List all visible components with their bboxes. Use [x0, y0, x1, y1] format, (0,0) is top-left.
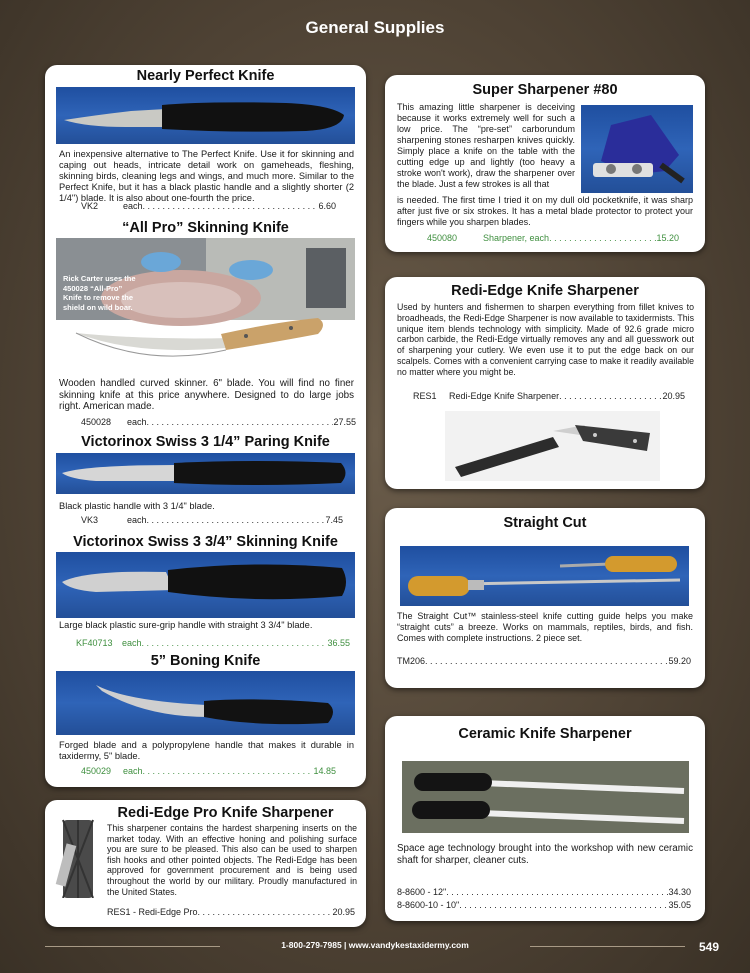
- price: 7.45: [325, 515, 343, 525]
- all-pro-desc: Wooden handled curved skinner. 6" blade. You will find no finer skinning knife at this price anywhere. Designed to do large jobs right. American made.: [59, 378, 354, 412]
- pro-sharpener-card: [45, 800, 366, 927]
- nearly-perfect-image: [56, 87, 355, 144]
- straight-cut-desc: The Straight Cut™ stainless-steel knife cutting guide helps you make “straight cuts” a breeze. Works on mammals, reptiles, birds, and fish. Comes with complete instructions. 2 piece set.: [397, 611, 693, 643]
- redi-edge-desc: Used by hunters and fishermen to sharpen everything from fillet knives to broadheads, the Redi-Edge Sharpener is now available to taxidermists. This unique item blends technology with simplicity. Made of 92.6 grade micro carbon carbide, the Redi-Edge virtually removes any and all guesswork out of sharpening your cutlery. We even use it to put the edge back on our scalpels. Comes with a convenient carrying case to make it readily available no matter where you might be.: [397, 302, 694, 377]
- sku: 8-8600 - 12": [397, 887, 447, 897]
- paring-image: [56, 453, 355, 494]
- all-pro-title: “All Pro” Skinning Knife: [122, 220, 289, 236]
- nearly-perfect-desc: An inexpensive alternative to The Perfect Knife. Use it for skinning and caping out heads, intricate detail work on gameheads, fleshing, skinning birds, cleaning legs and wings, and much more. Similar to the Perfect Knife, but it has a black plastic handle and a slightly shorter (2 1/4") blade. It is also about one-fourth the price.: [59, 149, 354, 203]
- price: 15.20: [656, 233, 679, 243]
- price: 20.95: [662, 391, 685, 401]
- price: 36.55: [327, 638, 350, 648]
- paring-desc: Black plastic handle with 3 1/4" blade.: [59, 501, 215, 511]
- straight-cut-image: [400, 546, 689, 606]
- skinning-title: Victorinox Swiss 3 3/4” Skinning Knife: [73, 534, 338, 550]
- price: 59.20: [668, 656, 691, 666]
- straight-cut-title: Straight Cut: [503, 515, 587, 531]
- skinning-price-line: [76, 638, 350, 648]
- footer-contact: 1-800-279-7985 | www.vandykestaxidermy.com: [281, 940, 469, 950]
- super-sharpener-card: [385, 75, 705, 252]
- dot-leader: [446, 887, 668, 897]
- pro-sharpener-price-line: [107, 907, 355, 917]
- ceramic-card: [385, 716, 705, 921]
- page-title: General Supplies: [305, 18, 445, 37]
- sku: RES1: [413, 391, 437, 401]
- boning-image: [56, 671, 355, 735]
- paring-price-line: [81, 515, 343, 525]
- straight-cut-card: [385, 508, 705, 688]
- super-sharpener-desc-wide: is needed. The first time I tried it on my dull old pocketknife, it was sharp after just five or six strokes. It has a metal blade protector to protect your fingers while you sharpen blades.: [397, 195, 693, 227]
- super-sharpener-title: Super Sharpener #80: [472, 82, 618, 98]
- dot-leader: [143, 201, 319, 211]
- ceramic-image: [402, 761, 689, 833]
- sku: RES1 - Redi-Edge Pro: [107, 907, 198, 917]
- price: 6.60: [318, 201, 336, 211]
- super-sharpener-price-line: [427, 233, 679, 243]
- super-sharpener-image: [581, 105, 693, 193]
- unit: Redi-Edge Knife Sharpener: [449, 391, 560, 401]
- all-pro-image: [56, 238, 355, 373]
- page-number: 549: [699, 940, 720, 954]
- boning-title: 5” Boning Knife: [150, 653, 261, 669]
- unit: each: [123, 201, 143, 211]
- sku: VK3: [81, 515, 99, 525]
- all-pro-caption: Rick Carter uses the 450028 “All-Pro” Knife to remove the shield on wild boar.: [63, 274, 136, 312]
- skinning-image: [56, 552, 355, 618]
- nearly-perfect-title: Nearly Perfect Knife: [136, 68, 275, 84]
- unit: each: [123, 766, 143, 776]
- redi-edge-card: [385, 277, 705, 489]
- redi-edge-price-line: [413, 391, 685, 401]
- dot-leader: [142, 638, 328, 648]
- pro-sharpener-image: [53, 816, 105, 898]
- dot-leader: [559, 391, 662, 401]
- pro-sharpener-title: Redi-Edge Pro Knife Sharpener: [117, 805, 334, 821]
- sku: 8-8600-10 - 10": [397, 900, 460, 910]
- dot-leader: [549, 233, 656, 243]
- ceramic-price-line-2: [397, 900, 691, 910]
- nearly-perfect-price-line: [81, 201, 336, 211]
- redi-edge-title: Redi-Edge Knife Sharpener: [451, 283, 639, 299]
- straight-cut-price-line: [397, 656, 691, 666]
- unit: each: [122, 638, 142, 648]
- sku: VK2: [81, 201, 99, 211]
- sku: TM206: [397, 656, 426, 666]
- sku: KF40713: [76, 638, 113, 648]
- paring-title: Victorinox Swiss 3 1/4” Paring Knife: [81, 434, 330, 450]
- dot-leader: [459, 900, 668, 910]
- boning-desc: Forged blade and a polypropylene handle that makes it durable in taxidermy, 5" blade.: [59, 740, 354, 761]
- ceramic-title: Ceramic Knife Sharpener: [458, 726, 632, 742]
- dot-leader: [198, 907, 333, 917]
- price: 34.30: [668, 887, 691, 897]
- sku: 450080: [427, 233, 458, 243]
- sku: 450028: [81, 417, 112, 427]
- price: 14.85: [313, 766, 336, 776]
- ceramic-desc: Space age technology brought into the workshop with new ceramic shaft for sharper, cleaner cuts.: [397, 843, 693, 866]
- super-sharpener-desc-narrow: This amazing little sharpener is deceiving because it works extremely well for such a low price. The “pre-set” carborundum sharpening stones resharpen knives quickly. Simply place a knife on the table with the cutting edge up and lightly (too heavy a stroke won't work), draw the sharpener over the blade. Just a few strokes is all that: [397, 102, 575, 189]
- unit: each: [127, 515, 147, 525]
- all-pro-price-line: [81, 417, 356, 427]
- unit: each: [127, 417, 147, 427]
- dot-leader: [425, 656, 668, 666]
- unit: Sharpener, each: [483, 233, 550, 243]
- knives-card: [45, 65, 366, 787]
- dot-leader: [147, 515, 326, 525]
- price: 27.55: [333, 417, 356, 427]
- price: 20.95: [332, 907, 355, 917]
- skinning-desc: Large black plastic sure-grip handle with straight 3 3/4" blade.: [59, 620, 313, 630]
- ceramic-price-line-1: [397, 887, 691, 897]
- boning-price-line: [81, 766, 336, 776]
- redi-edge-image: [445, 411, 660, 481]
- price: 35.05: [668, 900, 691, 910]
- dot-leader: [143, 766, 314, 776]
- dot-leader: [147, 417, 334, 427]
- pro-sharpener-desc: This sharpener contains the hardest sharpening inserts on the market today. With an effective honing and polishing surface you are sure to be pleased. This also can be used to sharpen fish hooks and other pointed objects. The Redi-Edge has been approved for government procurement and is being used throughout the world by our military. Proudly manufactured in the United States.: [107, 823, 357, 897]
- sku: 450029: [81, 766, 112, 776]
